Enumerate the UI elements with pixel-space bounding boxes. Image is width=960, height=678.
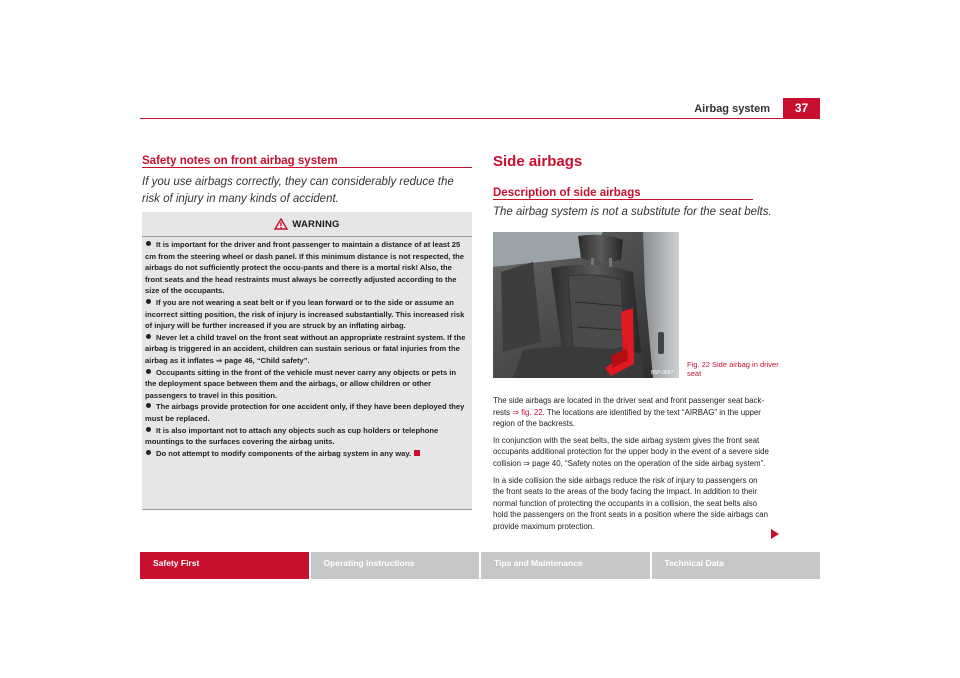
front-airbag-lead: If you use airbags correctly, they can considerably reduce the risk of injury in many kinds of accident. (142, 176, 454, 205)
bullet-icon (146, 403, 151, 408)
warning-title: WARNING (292, 219, 340, 230)
warning-rule (142, 236, 472, 237)
section-end-icon (414, 450, 420, 456)
bullet-icon (146, 334, 151, 339)
side-airbag-heading: Description of side airbags (493, 187, 641, 199)
page-number: 37 (783, 98, 820, 119)
warning-header (142, 218, 472, 230)
warning-item: It is also important not to attach any objects such as cup holders or telephone mountings to the surfaces covering the airbag units. (145, 425, 439, 447)
bullet-icon (146, 299, 151, 304)
photo-code: B5P-0057 (651, 370, 674, 376)
bullet-icon (146, 369, 151, 374)
front-airbag-heading: Safety notes on front airbag system (142, 155, 338, 167)
tab-operating-instructions[interactable]: Operating instructions (311, 552, 480, 579)
warning-triangle-icon (274, 218, 288, 230)
footer-navigation (140, 552, 820, 579)
warning-item: If you are not wearing a seat belt or if you lean forward or to the side or assume an incorrect sitting position, the risk of injury is increased substantially. This increased risk of injury will be further increased if you are struck by an inflating airbag. (145, 297, 465, 331)
warning-item: It is important for the driver and front passenger to maintain a distance of at least 25 cm from the steering wheel or dash panel. If this minimum distance is not respected, the airbags do not sufficiently protect the occu-pants and there is a mortal risk! Also, the front seats and the head restraints must always be correctly adjusted according to the size of the occupants. (145, 240, 465, 296)
side-airbag-lead: The airbag system is not a substitute for the seat belts. (493, 206, 772, 218)
paragraph: In conjunction with the seat belts, the side airbag system gives the front seat occupants additional protection for the upper body in the event of a severe side collision ⇒ page 40, “Safety notes on the operation of the side airbag system”. (493, 435, 769, 468)
heading-rule (493, 199, 753, 200)
side-airbag-body (493, 395, 769, 538)
bullet-icon (146, 241, 151, 246)
heading-rule (142, 167, 472, 168)
continue-arrow-icon[interactable] (770, 528, 780, 540)
tab-safety-first[interactable]: Safety First (140, 552, 309, 579)
header-rule (140, 118, 820, 119)
paragraph: The side airbags are located in the driver seat and front passenger seat back-rests ⇒ fig. 22. The locations are identified by the text “AIRBAG” in the upper region of the backrests. (493, 396, 765, 429)
warning-item: Never let a child travel on the front seat without an appropriate restraint system. If the airbag is triggered in an accident, children can sustain serious or fatal injuries from the airbag as it inflates ⇒ page 46, “Child safety”. (145, 332, 466, 365)
side-airbag-photo (493, 232, 679, 378)
bullet-icon (146, 427, 151, 432)
warning-item: Occupants sitting in the front of the vehicle must never carry any objects or pets in the deployment space between them and the airbags, or allow children or other passengers to travel in this position. (145, 367, 457, 400)
figure-reference-link[interactable]: ⇒ fig. 22 (512, 407, 543, 417)
side-airbags-title: Side airbags (493, 153, 583, 170)
bullet-icon (146, 450, 151, 455)
tab-tips-and-maintenance[interactable]: Tips and Maintenance (481, 552, 650, 579)
paragraph: In a side collision the side airbags reduce the risk of injury to passengers on the front seats to the areas of the body facing the impact. In addition to their normal function of protecting the occupants in a collision, the seat belts also hold the passengers on the front seats in a position where the side airbags can provide maximum protection. (493, 475, 769, 531)
page-header-title: Airbag system (694, 103, 770, 115)
warning-item: The airbags provide protection for one accident only, if they have been deployed they must be replaced. (145, 402, 465, 423)
warning-list (145, 239, 469, 459)
warning-item: Do not attempt to modify components of the airbag system in any way. (145, 448, 469, 460)
warning-box (142, 212, 472, 510)
tab-technical-data[interactable]: Technical Data (652, 552, 821, 579)
figure-caption: Fig. 22 Side airbag in driver seat (687, 360, 779, 378)
